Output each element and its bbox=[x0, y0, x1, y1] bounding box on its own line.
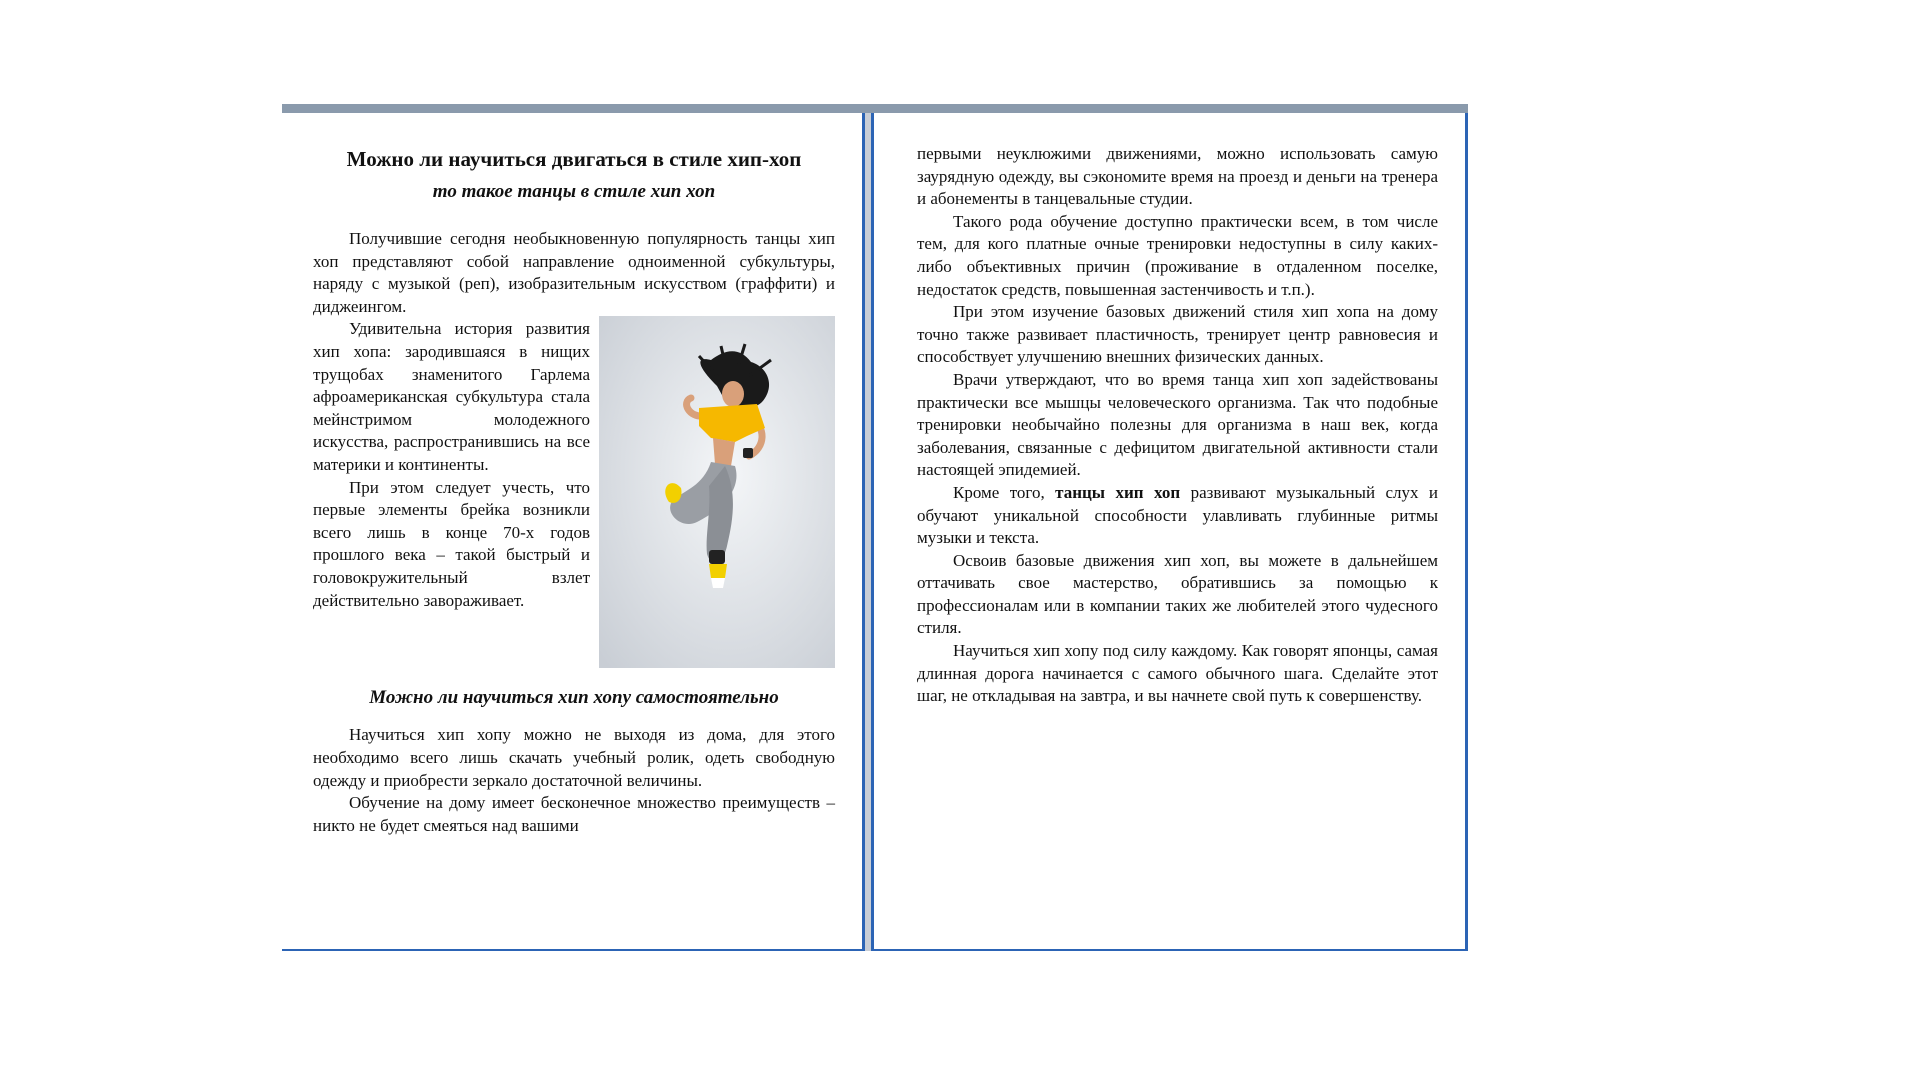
paragraph: Такого рода обучение доступно практически всем, в том числе тем, для кого платные очные тренировки недоступны в силу каких-либо объективных причин (проживание в отдаленном поселке, недостаток средств, повышенная застенчивость и т.п.). bbox=[917, 211, 1438, 299]
paragraph: Получившие сегодня необыкновенную популярность танцы хип хоп представляют собой направление одноименной субкультуры, наряду с музыкой (реп), изобразительным искусством (граффити) и диджеингом. bbox=[313, 229, 835, 316]
paragraph: При этом изучение базовых движений стиля хип хопа на дому точно также развивает пластичность, тренирует центр равновесия и способствует улучшению внешних физических данных. bbox=[917, 302, 1438, 367]
section-title: Можно ли научиться хип хопу самостоятельно bbox=[369, 687, 779, 709]
text-run: Кроме того, bbox=[953, 482, 1045, 502]
paragraph: Врачи утверждают, что во время танца хип хоп задействованы практически все мышцы человеческого организма. Так что подобные тренировки необычайно полезны для организма в наш век, когда заболевания, связанные с дефицитом двигательной активности стали настоящей эпидемией. bbox=[917, 369, 1438, 480]
paragraph: Научиться хип хопу можно не выходя из дома, для этого необходимо всего лишь скачать учебный ролик, одеть свободную одежду и приобрести зеркало достаточной величины. bbox=[313, 725, 835, 790]
paragraph: Обучение на дому имеет бесконечное множество преимуществ – никто не будет смеяться над вашими bbox=[313, 793, 835, 835]
top-bar bbox=[282, 104, 1468, 113]
paragraph: первыми неуклюжими движениями, можно использовать самую заурядную одежду, вы сэкономите время на проезд и деньги на тренера и абонементы в танцевальные студии. bbox=[917, 144, 1438, 209]
paragraph: Освоив базовые движения хип хоп, вы можете в дальнейшем оттачивать свое мастерство, обратившись за помощью к профессионалам или в компании таких же любителей этого чудесного стиля. bbox=[917, 550, 1438, 638]
paragraph: Удивительна история развития хип хопа: зародившаяся в нищих трущобах знаменитого Гарлема афроамериканская субкультура стала мейнстримом молодежного искусства, распространившись на все материки и континенты. bbox=[313, 319, 590, 474]
document-subtitle: то такое танцы в стиле хип хоп bbox=[432, 181, 716, 202]
text-run: развивают музыкальный слух и обучают уникальной способности улавливать глубинные ритмы музыки и текста. bbox=[917, 482, 1439, 548]
dancer-photo bbox=[599, 316, 835, 668]
bold-phrase: танцы хип хоп bbox=[1055, 482, 1181, 502]
left-column bbox=[313, 140, 835, 837]
paragraph: Научиться хип хопу под силу каждому. Как говорят японцы, самая длинная дорога начинается с самого обычного шага. Сделайте этот шаг, не откладывая на завтра, и вы начнете свой путь к совершенству. bbox=[917, 641, 1438, 706]
right-column bbox=[917, 143, 1438, 708]
paragraph-bold-phrase bbox=[917, 482, 1438, 550]
document-title: Можно ли научиться двигаться в стиле хип-хоп bbox=[346, 147, 802, 171]
paragraph: При этом следует учесть, что первые элементы брейка возникли всего лишь в конце 70-х годов прошлого века – такой быстрый и головокружительный взлет действительно завораживает. bbox=[313, 477, 590, 610]
